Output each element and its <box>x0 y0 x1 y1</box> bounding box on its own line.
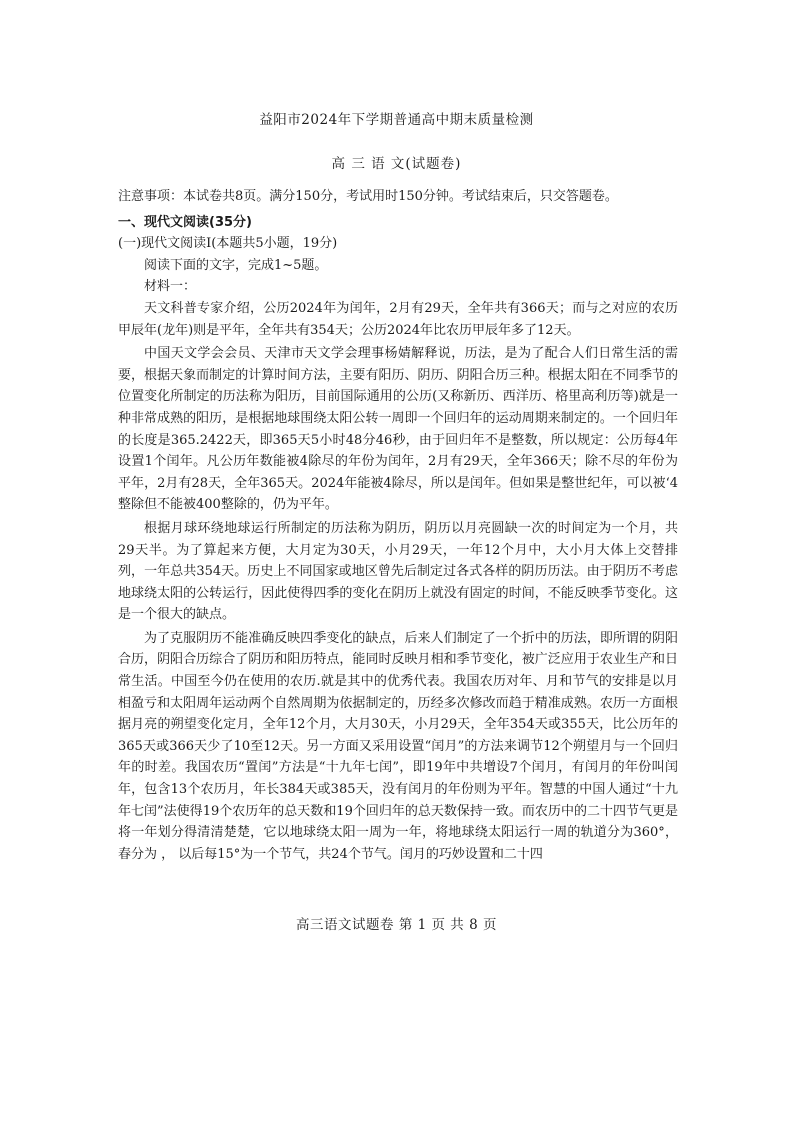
paragraph-4: 为了克服阴历不能准确反映四季变化的缺点，后来人们制定了一个折中的历法，即所谓的阴阳合历，阴阳合历综合了阴历和阳历特点，能同时反映月相和季节变化，被广泛应用于农业生产和日常生活。中国至今仍在使用的农历.就是其中的优秀代表。我国农历对年、月和节气的安排是以月相盈亏和太阳周年运动两个自然周期为依据制定的，历经多次修改而趋于精准成熟。农历一方面根据月亮的朔望变化定月，全年12个月，大月30天，小月29天，全年354天或355天，比公历年的365天或366天少了10至12天。另一方面又采用设置“闰月”的方法来调节12个朔望月与一个回归年的时差。我国农历“置闰”方法是“十九年七闰”，即19年中共增设7个闰月，有闰月的年份叫闰年，包含13个农历月，年长384天或385天，没有闰月的年份则为平年。智慧的中国人通过“十九年七闰”法使得19个农历年的总天数和19个回归年的总天数保持一致。而农历中的二十四节气更是将一年划分得清清楚楚，它以地球绕太阳一周为一年，将地球绕太阳运行一周的轨道分为360°，春分为 ， 以后每15°为一个节气，共24个节气。闰月的巧妙设置和二十四 <box>118 630 678 862</box>
section-heading: 一、现代文阅读(35分) <box>118 214 252 230</box>
exam-title: 益阳市2024年下学期普通高中期末质量检测 <box>259 112 534 128</box>
page-footer: 高三语文试题卷 第 1 页 共 8 页 <box>296 917 497 933</box>
paragraph-1: 天文科普专家介绍，公历2024年为闰年，2月有29天，全年共有366天；而与之对应的农历甲辰年(龙年)则是平年，全年共有354天；公历2024年比农历甲辰年多了12天。 <box>118 300 678 338</box>
exam-content <box>118 186 678 865</box>
paragraph-2: 中国天文学会会员、天津市天文学会理事杨婧解释说，历法，是为了配合人们日常生活的需要，根据天象而制定的计算时间方法，主要有阳历、阴历、阴阳合历三种。根据太阳在不同季节的位置变化所制定的历法称为阳历，目前国际通用的公历(又称新历、西洋历、格里高利历等)就是一种非常成熟的阳历，是根据地球围绕太阳公转一周即一个回归年的运动周期来制定的。一个回归年的长度是365.2422天，即365天5小时48分46秒，由于回归年不是整数，所以规定：公历每4年设置1个闰年。凡公历年数能被4除尽的年份为闰年，2月有29天，全年366天；除不尽的年份为平年，2月有28天，全年365天。2024年能被4除尽，所以是闰年。但如果是整世纪年，可以被‘4整除但不能被400整除的，仍为平年。 <box>118 346 678 513</box>
reading-instruction: 阅读下面的文字，完成1~5题。 <box>144 257 328 273</box>
paragraph-3: 根据月球环绕地球运行所制定的历法称为阴历，阴历以月亮圆缺一次的时间定为一个月，共29天半。为了算起来方便，大月定为30天，小月29天，一年12个月中，大小月大体上交替排列，一年总共354天。历史上不同国家或地区曾先后制定过各式各样的阴历历法。由于阴历不考虑地球绕太阳的公转运行，因此使得四季的变化在阴历上就没有固定的时间，不能反映季节变化。这是一个很大的缺点。 <box>118 520 678 623</box>
exam-subtitle: 高 三 语 文(试题卷) <box>331 156 462 172</box>
section-subheading: (一)现代文阅读Ⅰ(本题共5小题，19分) <box>118 236 338 252</box>
material-label: 材料一： <box>144 279 197 295</box>
notice-text: 注意事项：本试卷共8页。满分150分，考试用时150分钟。考试结束后，只交答题卷。 <box>118 189 618 204</box>
